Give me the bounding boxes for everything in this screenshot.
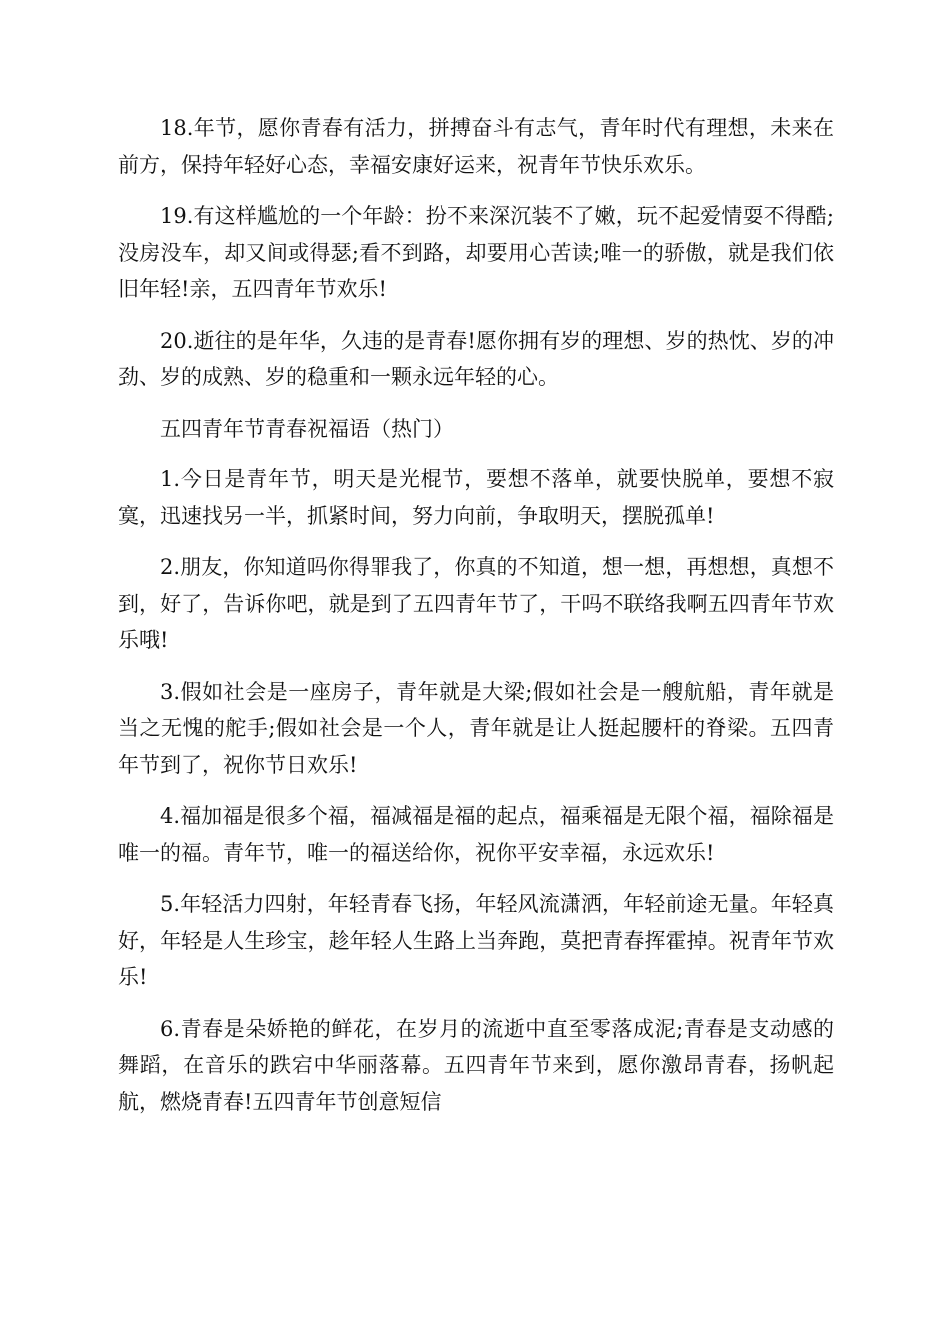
section-paragraph-6: 6.青春是朵娇艳的鲜花，在岁月的流逝中直至零落成泥;青春是支动感的舞蹈，在音乐的跌宕中华丽落幕。五四青年节来到，愿你激昂青春，扬帆起航，燃烧青春!五四青年节创意短信 bbox=[118, 1016, 834, 1114]
paragraph-19: 19.有这样尴尬的一个年龄：扮不来深沉装不了嫩，玩不起爱情耍不得酷;没房没车，却又间或得瑟;看不到路，却要用心苦读;唯一的骄傲，就是我们依旧年轻!亲，五四青年节欢乐! bbox=[118, 204, 834, 301]
section-heading: 五四青年节青春祝福语（热门） bbox=[160, 416, 454, 441]
section-paragraph-5: 5.年轻活力四射，年轻青春飞扬，年轻风流潇洒，年轻前途无量。年轻真好，年轻是人生珍宝，趁年轻人生路上当奔跑，莫把青春挥霍掉。祝青年节欢乐! bbox=[118, 892, 834, 989]
section-paragraph-4: 4.福加福是很多个福，福减福是福的起点，福乘福是无限个福，福除福是唯一的福。青年节，唯一的福送给你，祝你平安幸福，永远欢乐! bbox=[118, 804, 834, 865]
paragraph-20: 20.逝往的是年华，久违的是青春!愿你拥有岁的理想、岁的热忱、岁的冲劲、岁的成熟、岁的稳重和一颗永远年轻的心。 bbox=[118, 328, 834, 389]
section-paragraph-2: 2.朋友，你知道吗你得罪我了，你真的不知道，想一想，再想想，真想不到，好了，告诉你吧，就是到了五四青年节了，干吗不联络我啊五四青年节欢乐哦! bbox=[118, 555, 834, 652]
section-paragraph-3: 3.假如社会是一座房子，青年就是大梁;假如社会是一艘航船，青年就是当之无愧的舵手;假如社会是一个人，青年就是让人挺起腰杆的脊梁。五四青年节到了，祝你节日欢乐! bbox=[118, 679, 834, 777]
section-paragraph-1: 1.今日是青年节，明天是光棍节，要想不落单，就要快脱单，要想不寂寞，迅速找另一半，抓紧时间，努力向前，争取明天，摆脱孤单! bbox=[118, 467, 834, 528]
paragraph-18: 18.年节，愿你青春有活力，拼搏奋斗有志气，青年时代有理想，未来在前方，保持年轻好心态，幸福安康好运来，祝青年节快乐欢乐。 bbox=[118, 116, 834, 177]
document-body bbox=[118, 110, 834, 1135]
